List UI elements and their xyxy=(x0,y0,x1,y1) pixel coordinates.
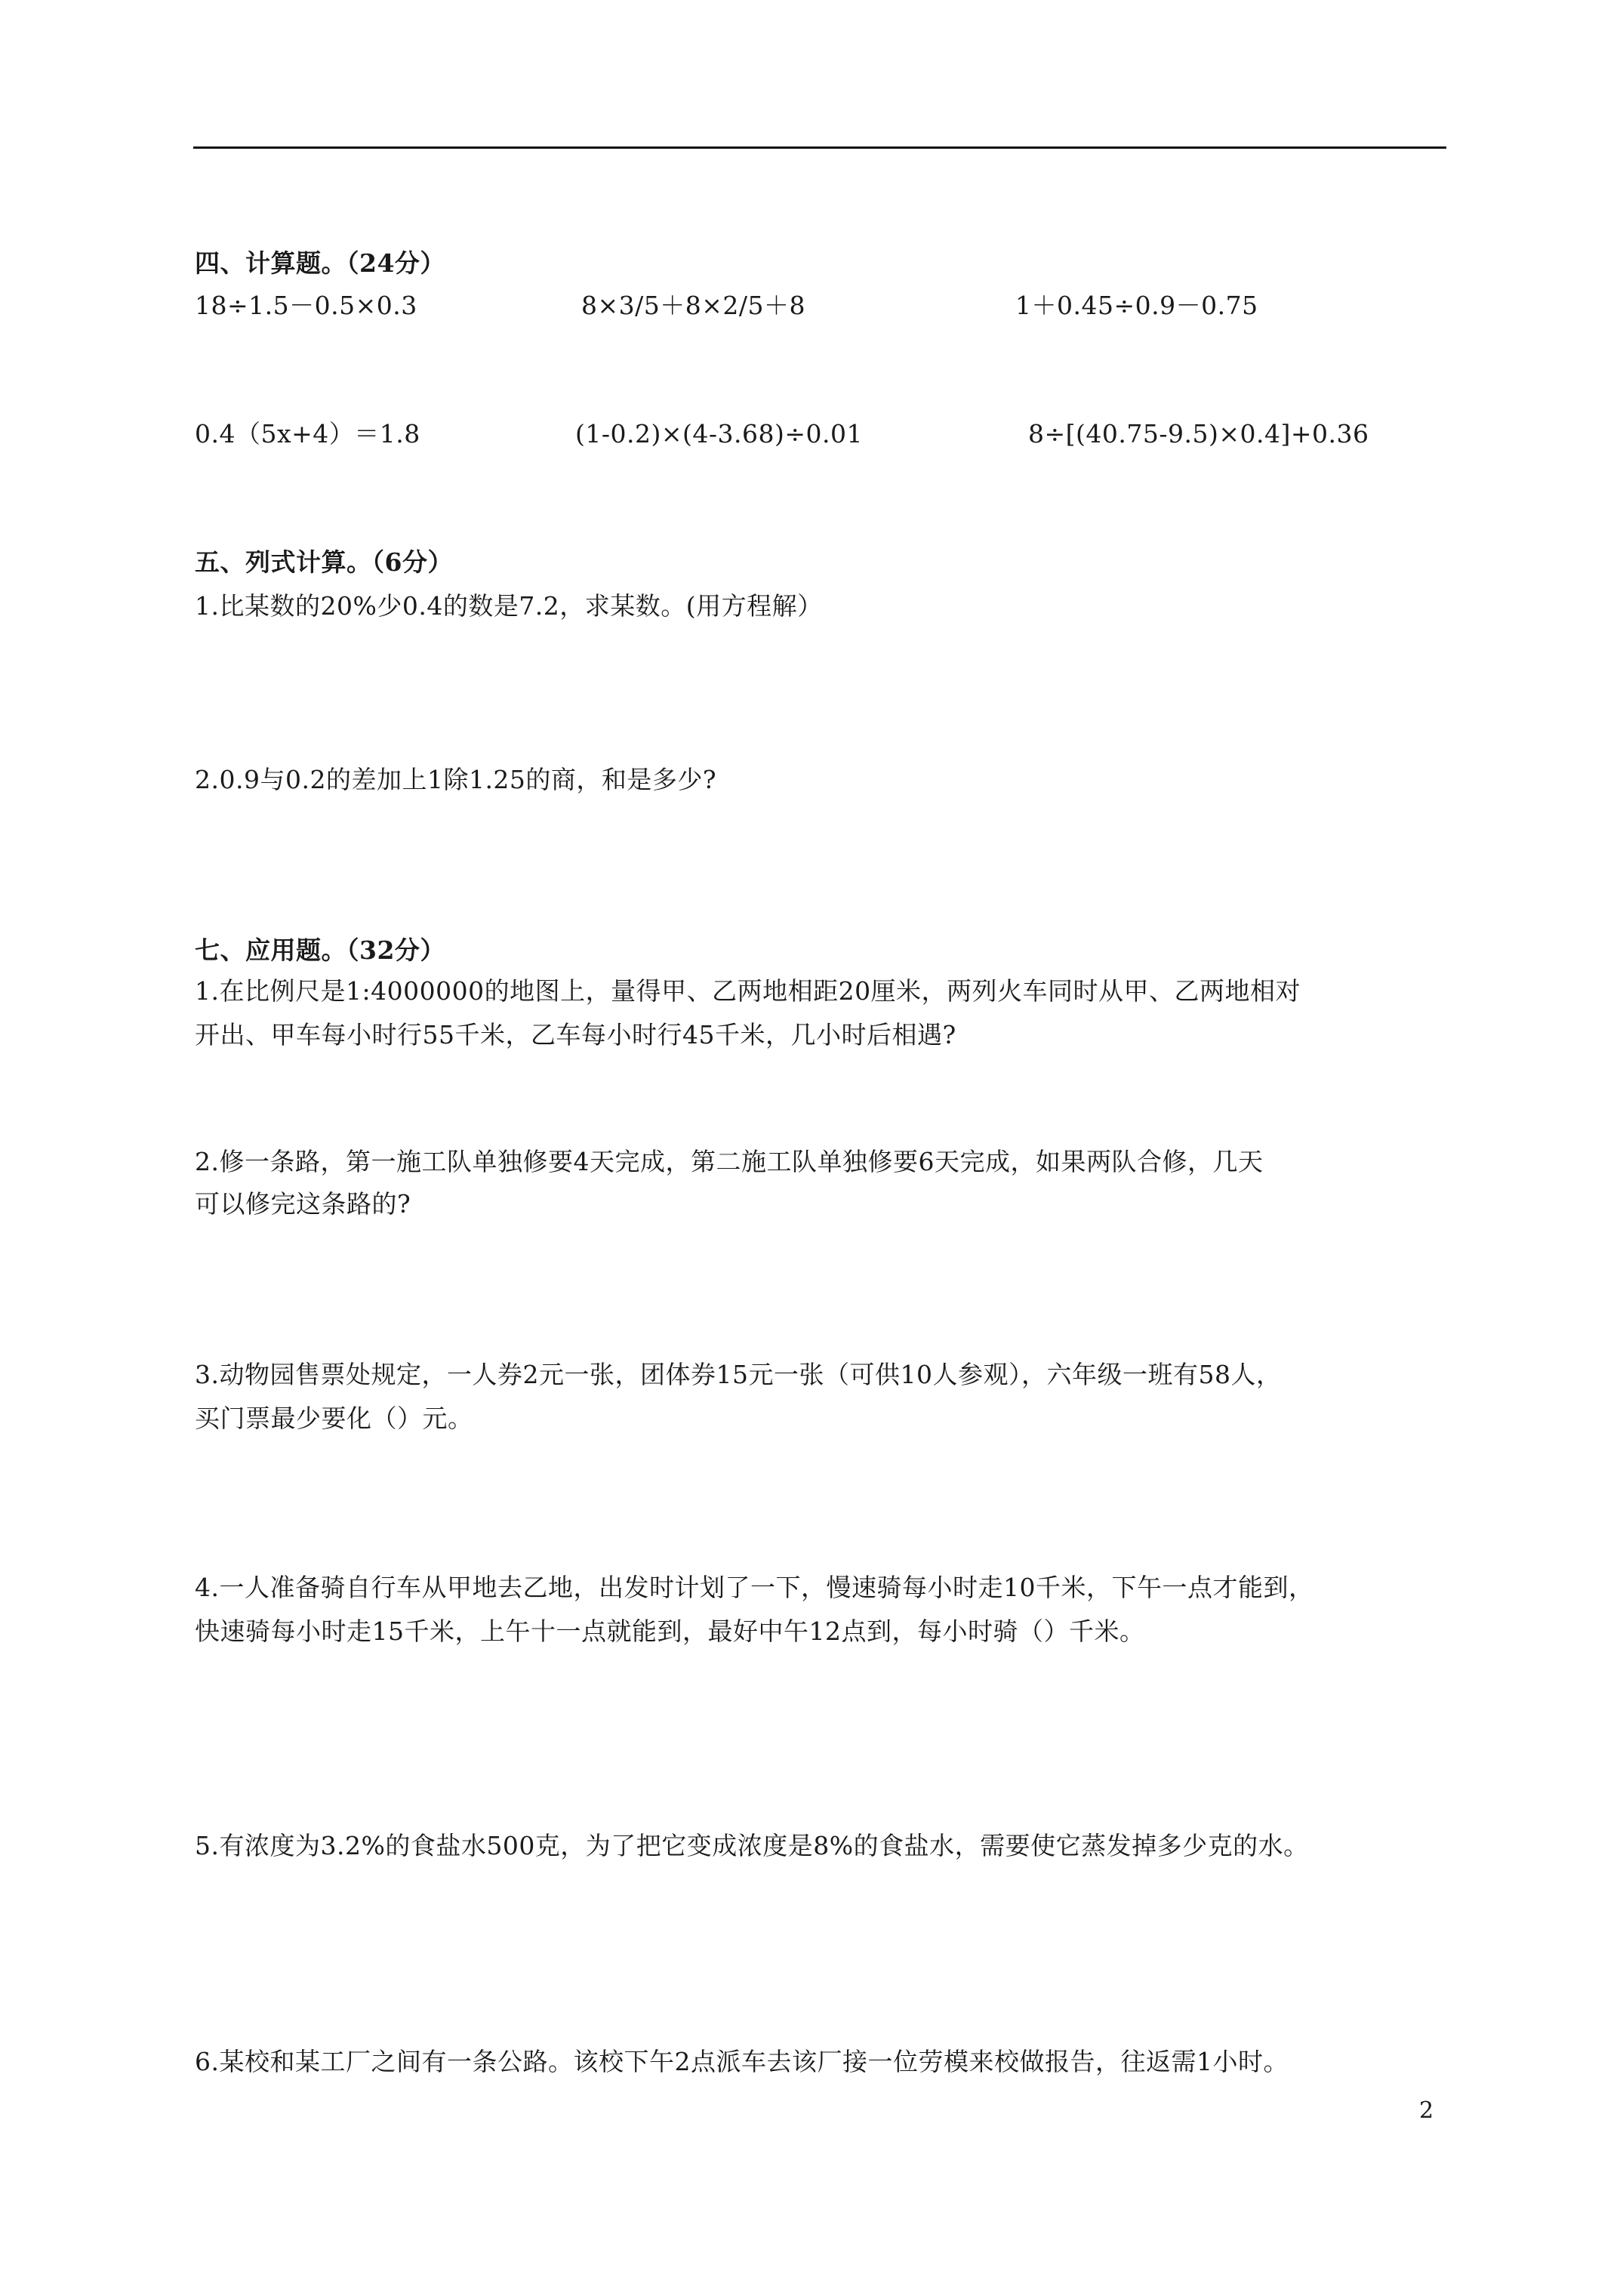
expression-question-1: 1.比某数的20%少0.4的数是7.2，求某数。(用方程解） xyxy=(195,591,823,621)
calc-problem-6: 8÷[(40.75-9.5)×0.4]+0.36 xyxy=(1028,419,1369,448)
calc-problem-4: 0.4（5x+4）＝1.8 xyxy=(195,419,420,448)
word-problem-4-line-2: 快速骑每小时走15千米，上午十一点就能到，最好中午12点到，每小时骑（）千米。 xyxy=(195,1616,1145,1646)
calc-problem-2: 8×3/5＋8×2/5＋8 xyxy=(581,291,806,320)
calc-problem-5: (1-0.2)×(4-3.68)÷0.01 xyxy=(575,419,864,448)
word-problem-6: 6.某校和某工厂之间有一条公路。该校下午2点派车去该厂接一位劳模来校做报告，往返需1小时。 xyxy=(195,2047,1289,2076)
word-problem-5: 5.有浓度为3.2%的食盐水500克，为了把它变成浓度是8%的食盐水，需要使它蒸发掉多少克的水。 xyxy=(195,1831,1309,1860)
word-problem-1-line-2: 开出、甲车每小时行55千米，乙车每小时行45千米，几小时后相遇? xyxy=(195,1020,956,1049)
word-problem-3-line-1: 3.动物园售票处规定，一人券2元一张，团体券15元一张（可供10人参观），六年级一班有58人， xyxy=(195,1360,1282,1389)
word-problem-2-line-2: 可以修完这条路的? xyxy=(195,1189,411,1219)
page-number: 2 xyxy=(1419,2097,1434,2124)
section5-title: 五、列式计算。（6分） xyxy=(195,547,453,577)
expression-question-2: 2.0.9与0.2的差加上1除1.25的商，和是多少? xyxy=(195,765,717,794)
word-problem-4-line-1: 4.一人准备骑自行车从甲地去乙地，出发时计划了一下，慢速骑每小时走10千米，下午一点才能到， xyxy=(195,1573,1314,1602)
calc-problem-3: 1＋0.45÷0.9－0.75 xyxy=(1015,291,1258,320)
section4-title: 四、计算题。（24分） xyxy=(195,248,445,278)
calc-problem-1: 18÷1.5－0.5×0.3 xyxy=(195,291,417,320)
section7-title: 七、应用题。（32分） xyxy=(195,935,445,965)
word-problem-2-line-1: 2.修一条路，第一施工队单独修要4天完成，第二施工队单独修要6天完成，如果两队合修，几天 xyxy=(195,1147,1264,1176)
header-rule xyxy=(193,146,1446,149)
word-problem-1-line-1: 1.在比例尺是1:4000000的地图上，量得甲、乙两地相距20厘米，两列火车同时从甲、乙两地相对 xyxy=(195,976,1301,1006)
word-problem-3-line-2: 买门票最少要化（）元。 xyxy=(195,1404,473,1433)
